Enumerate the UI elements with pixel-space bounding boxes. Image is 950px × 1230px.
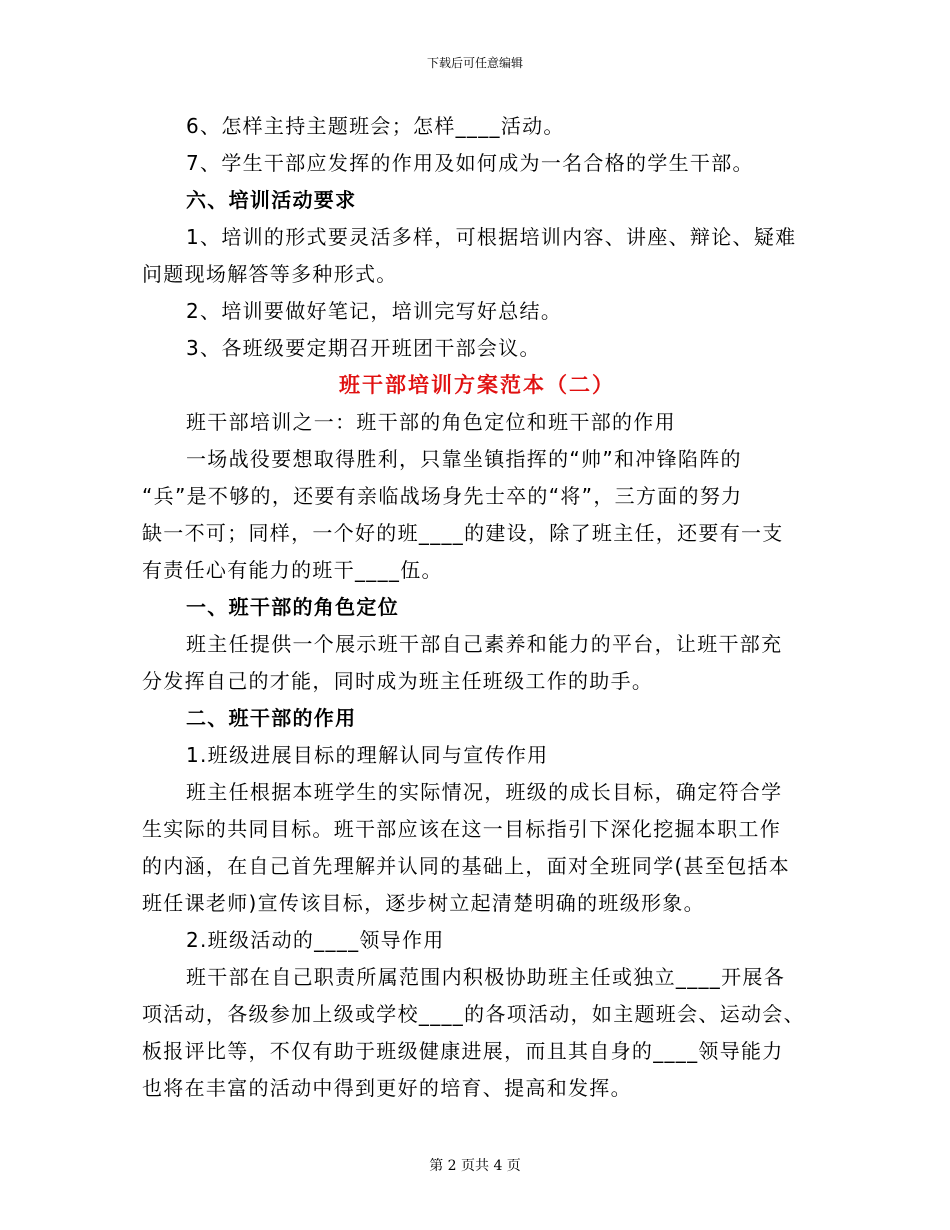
paragraph-line: 班主任根据本班学生的实际情况，班级的成长目标，确定符合学 <box>186 780 783 804</box>
section-heading: 一、班干部的角色定位 <box>186 595 399 619</box>
section-title: 班干部培训方案范本（二） <box>339 373 615 397</box>
paragraph-line: 班干部培训之一：班干部的角色定位和班干部的作用 <box>186 410 676 434</box>
paragraph-line: 1.班级进展目标的理解认同与宣传作用 <box>186 743 549 767</box>
paragraph-line: 2、培训要做好笔记，培训完写好总结。 <box>186 299 563 323</box>
paragraph-line: 也将在丰富的活动中得到更好的培育、提高和发挥。 <box>142 1076 632 1100</box>
paragraph-line: 问题现场解答等多种形式。 <box>142 262 398 286</box>
paragraph-line: 3、各班级要定期召开班团干部会议。 <box>186 336 541 360</box>
paragraph-line: 班主任提供一个展示班干部自己素养和能力的平台，让班干部充 <box>186 632 783 656</box>
paragraph-line: 生实际的共同目标。班干部应该在这一目标指引下深化挖掘本职工作 <box>142 817 781 841</box>
paragraph-line: 一场战役要想取得胜利，只靠坐镇指挥的“帅”和冲锋陷阵的 <box>186 447 742 471</box>
header-note: 下载后可任意编辑 <box>426 56 523 70</box>
paragraph-line: 2.班级活动的____领导作用 <box>186 928 445 952</box>
section-heading: 六、培训活动要求 <box>186 188 357 212</box>
page-footer: 第 2 页共 4 页 <box>429 1158 521 1174</box>
paragraph-line: 分发挥自己的才能，同时成为班主任班级工作的助手。 <box>142 669 654 693</box>
document-body <box>142 108 812 1107</box>
paragraph-line: 班任课老师)宣传该目标，逐步树立起清楚明确的班级形象。 <box>142 891 705 915</box>
paragraph-line: 的内涵，在自己首先理解并认同的基础上，面对全班同学(甚至包括本 <box>142 854 791 878</box>
paragraph-line: 1、培训的形式要灵活多样，可根据培训内容、讲座、辩论、疑难 <box>186 225 797 249</box>
paragraph-line: 项活动，各级参加上级或学校____的各项活动，如主题班会、运动会、 <box>142 1002 805 1026</box>
section-heading: 二、班干部的作用 <box>186 706 357 730</box>
paragraph-line: 班干部在自己职责所属范围内积极协助班主任或独立____开展各 <box>186 965 785 989</box>
paragraph-line: 有责任心有能力的班干____伍。 <box>142 558 443 582</box>
paragraph-line: 6、怎样主持主题班会；怎样____活动。 <box>186 114 565 138</box>
paragraph-line: 缺一不可；同样，一个好的班____的建设，除了班主任，还要有一支 <box>142 521 784 545</box>
paragraph-line: 板报评比等，不仅有助于班级健康进展，而且其自身的____领导能力 <box>142 1039 784 1063</box>
paragraph-line: 7、学生干部应发挥的作用及如何成为一名合格的学生干部。 <box>186 151 754 175</box>
paragraph-line: “兵”是不够的，还要有亲临战场身先士卒的“将”，三方面的努力 <box>142 484 743 508</box>
